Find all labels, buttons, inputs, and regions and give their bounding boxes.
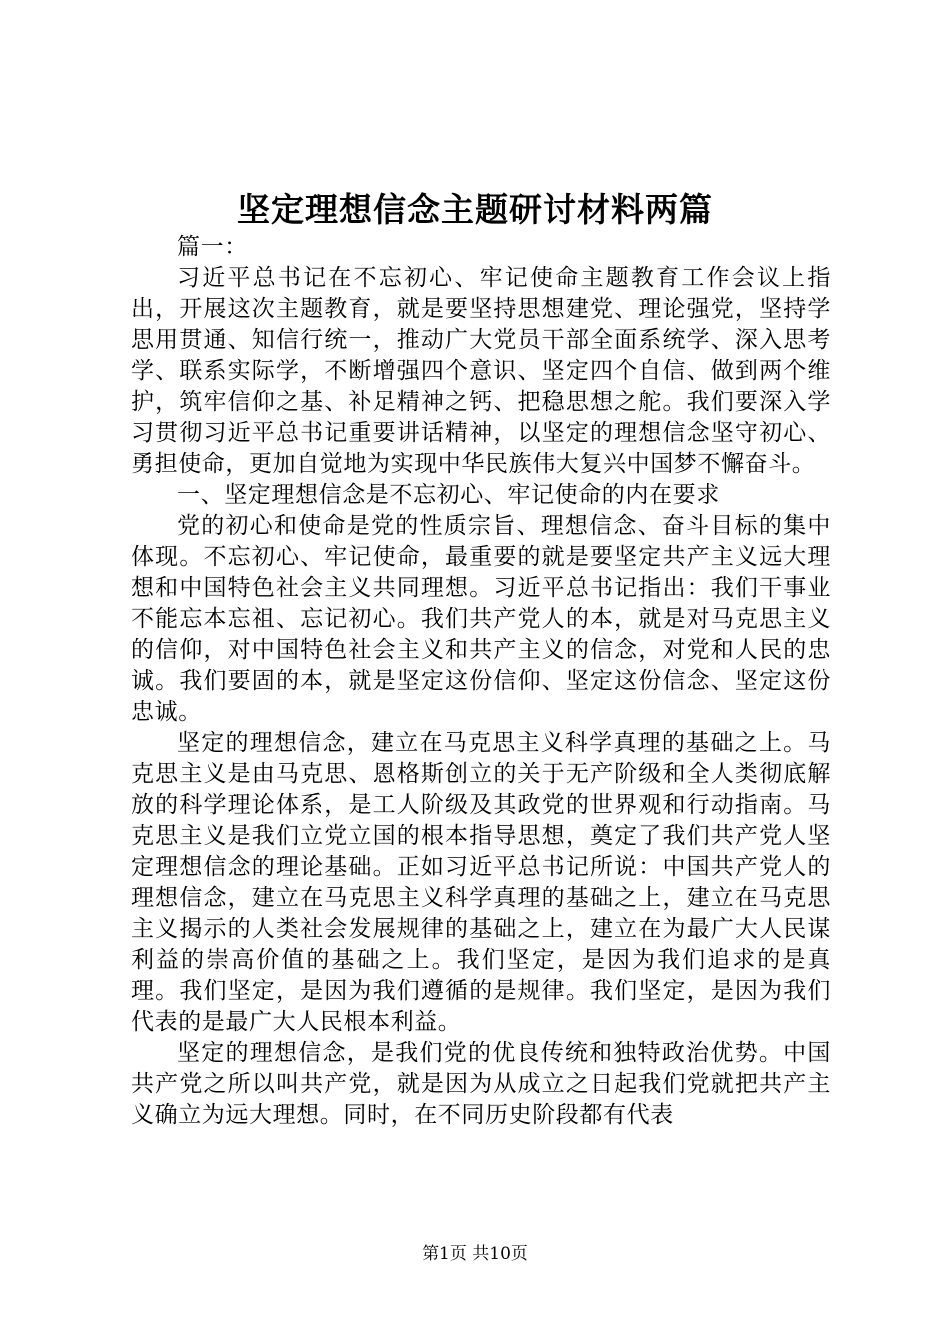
document-body bbox=[131, 232, 831, 1131]
section-label: 篇一： bbox=[177, 234, 248, 260]
body-paragraph: 坚定的理想信念，是我们党的优良传统和独特政治优势。中国共产党之所以叫共产党，就是因为从成立之日起我们党就把共产主义确立为远大理想。同时，在不同历史阶段都有代表 bbox=[131, 1040, 831, 1128]
document-title: 坚定理想信念主题研讨材料两篇 bbox=[237, 190, 713, 229]
body-paragraph: 习近平总书记在不忘初心、牢记使命主题教育工作会议上指出，开展这次主题教育，就是要坚持思想建党、理论强党，坚持学思用贯通、知信行统一，推动广大党员干部全面系统学、深入思考学、联系实际学，不断增强四个意识、坚定四个自信、做到两个维护，筑牢信仰之基、补足精神之钙、把稳思想之舵。我们要深入学习贯彻习近平总书记重要讲话精神，以坚定的理想信念坚守初心、勇担使命，更加自觉地为实现中华民族伟大复兴中国梦不懈奋斗。 bbox=[131, 265, 831, 477]
section-heading: 一、坚定理想信念是不忘初心、牢记使命的内在要求 bbox=[177, 482, 720, 508]
page-number-footer: 第1页 共10页 bbox=[422, 1244, 528, 1264]
body-paragraph: 党的初心和使命是党的性质宗旨、理想信念、奋斗目标的集中体现。不忘初心、牢记使命，最重要的就是要坚定共产主义远大理想和中国特色社会主义共同理想。习近平总书记指出：我们干事业不能忘本忘祖、忘记初心。我们共产党人的本，就是对马克思主义的信仰，对中国特色社会主义和共产主义的信念，对党和人民的忠诚。我们要固的本，就是坚定这份信仰、坚定这份信念、坚定这份忠诚。 bbox=[131, 513, 831, 725]
body-paragraph: 坚定的理想信念，建立在马克思主义科学真理的基础之上。马克思主义是由马克思、恩格斯创立的关于无产阶级和全人类彻底解放的科学理论体系，是工人阶级及其政党的世界观和行动指南。马克思主义是我们立党立国的根本指导思想，奠定了我们共产党人坚定理想信念的理论基础。正如习近平总书记所说：中国共产党人的理想信念，建立在马克思主义科学真理的基础之上，建立在马克思主义揭示的人类社会发展规律的基础之上，建立在为最广大人民谋利益的崇高价值的基础之上。我们坚定，是因为我们追求的是真理。我们坚定，是因为我们遵循的是规律。我们坚定，是因为我们代表的是最广大人民根本利益。 bbox=[131, 730, 831, 1035]
